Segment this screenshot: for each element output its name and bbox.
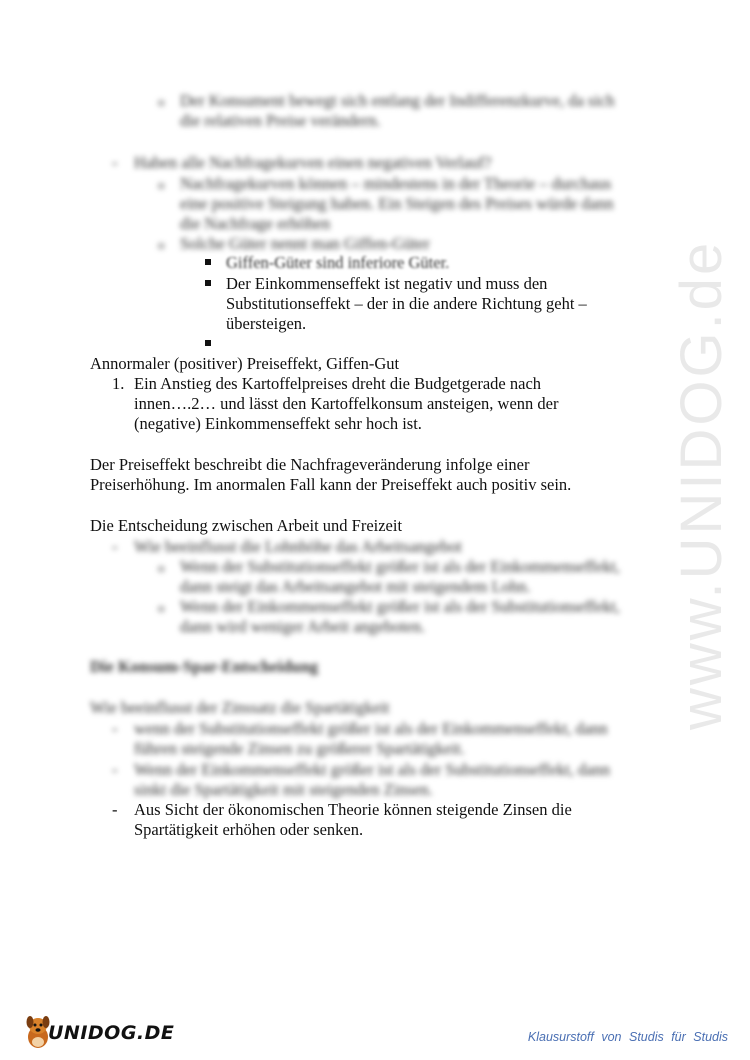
text-line: Der Preiseffekt beschreibt die Nachfrageveränderung infolge einer: [90, 455, 530, 474]
text-line: innen….2… und lässt den Kartoffelkonsum ansteigen, wenn der: [134, 394, 559, 413]
section-heading: Annormaler (positiver) Preiseffekt, Giffen-Gut: [90, 354, 400, 373]
text-line: übersteigen.: [226, 314, 307, 333]
blurred-text-line: Nachfragekurven können – mindestens in der Theorie – durchaus: [180, 174, 612, 193]
partially-blurred-text-line: Giffen-Güter sind inferiore Güter.: [226, 253, 450, 272]
text-line: Preiserhöhung. Im anormalen Fall kann der Preiseffekt auch positiv sein.: [90, 475, 572, 494]
circle-bullet-icon: o: [158, 177, 165, 192]
text-line: (negative) Einkommenseffekt sehr hoch ist.: [134, 414, 422, 433]
circle-bullet-icon: o: [158, 94, 165, 109]
blurred-text-line: Wie beeinflusst der Zinssatz die Spartätigkeit: [90, 698, 390, 717]
footer-tagline: Klausurstoff von Studis für Studis: [527, 1030, 728, 1044]
blurred-text-line: führen steigende Zinsen zu größerer Spartätigkeit.: [134, 739, 465, 758]
blurred-text-line: dann steigt das Arbeitsangebot mit steigendem Lohn.: [180, 577, 531, 596]
text-line: Der Einkommenseffekt ist negativ und muss den: [226, 274, 548, 293]
blurred-text-line: Wenn der Einkommenseffekt größer ist als der Substitutionseffekt, dann: [134, 760, 611, 779]
blurred-text-line: sinkt die Spartätigkeit mit steigenden Zinsen.: [134, 780, 433, 799]
circle-bullet-icon: o: [158, 237, 165, 252]
blurred-text-line: Wenn der Substitutionseffekt größer ist als der Einkommenseffekt,: [180, 557, 620, 576]
text-line: Aus Sicht der ökonomischen Theorie können steigende Zinsen die: [134, 800, 572, 819]
list-number: 1.: [112, 374, 125, 393]
blurred-text-line: die Nachfrage erhöhen: [180, 214, 331, 233]
blurred-text-line: Wie beeinflusst die Lohnhöhe das Arbeitsangebot: [134, 537, 462, 556]
dash-bullet-icon: -: [112, 153, 118, 172]
square-bullet-icon: [205, 280, 211, 286]
blurred-text-line: Der Konsument bewegt sich entlang der Indifferenzkurve, da sich: [180, 91, 615, 110]
blurred-section-heading: Die Konsum-Spar-Entscheidung: [90, 657, 319, 676]
text-line: Spartätigkeit erhöhen oder senken.: [134, 820, 364, 839]
dash-bullet-icon: -: [112, 760, 118, 779]
blurred-text-line: Solche Güter nennt man Giffen-Güter: [180, 234, 430, 253]
blurred-text-line: Haben alle Nachfragekurven einen negativen Verlauf?: [134, 153, 492, 172]
blurred-text-line: die relativen Preise verändern.: [180, 111, 381, 130]
dash-bullet-icon: -: [112, 537, 118, 556]
blurred-text-line: eine positive Steigung haben. Ein Steigen des Preises würde dann: [180, 194, 614, 213]
logo-text: UNIDOG.DE: [48, 1022, 175, 1044]
dash-bullet-icon: -: [112, 800, 118, 819]
square-bullet-icon: [205, 259, 211, 265]
circle-bullet-icon: o: [158, 560, 165, 575]
section-heading: Die Entscheidung zwischen Arbeit und Freizeit: [90, 516, 403, 535]
square-bullet-icon: [205, 340, 211, 346]
circle-bullet-icon: o: [158, 600, 165, 615]
blurred-text-line: wenn der Substitutionseffekt größer ist als der Einkommenseffekt, dann: [134, 719, 608, 738]
blurred-text-line: dann wird weniger Arbeit angeboten.: [180, 617, 426, 636]
text-line: Ein Anstieg des Kartoffelpreises dreht die Budgetgerade nach: [134, 374, 542, 393]
watermark-text: www.UNIDOG.de: [669, 239, 734, 730]
blurred-text-line: Wenn der Einkommenseffekt größer ist als der Substitutionseffekt,: [180, 597, 620, 616]
text-line: Substitutionseffekt – der in die andere Richtung geht –: [226, 294, 587, 313]
dash-bullet-icon: -: [112, 719, 118, 738]
